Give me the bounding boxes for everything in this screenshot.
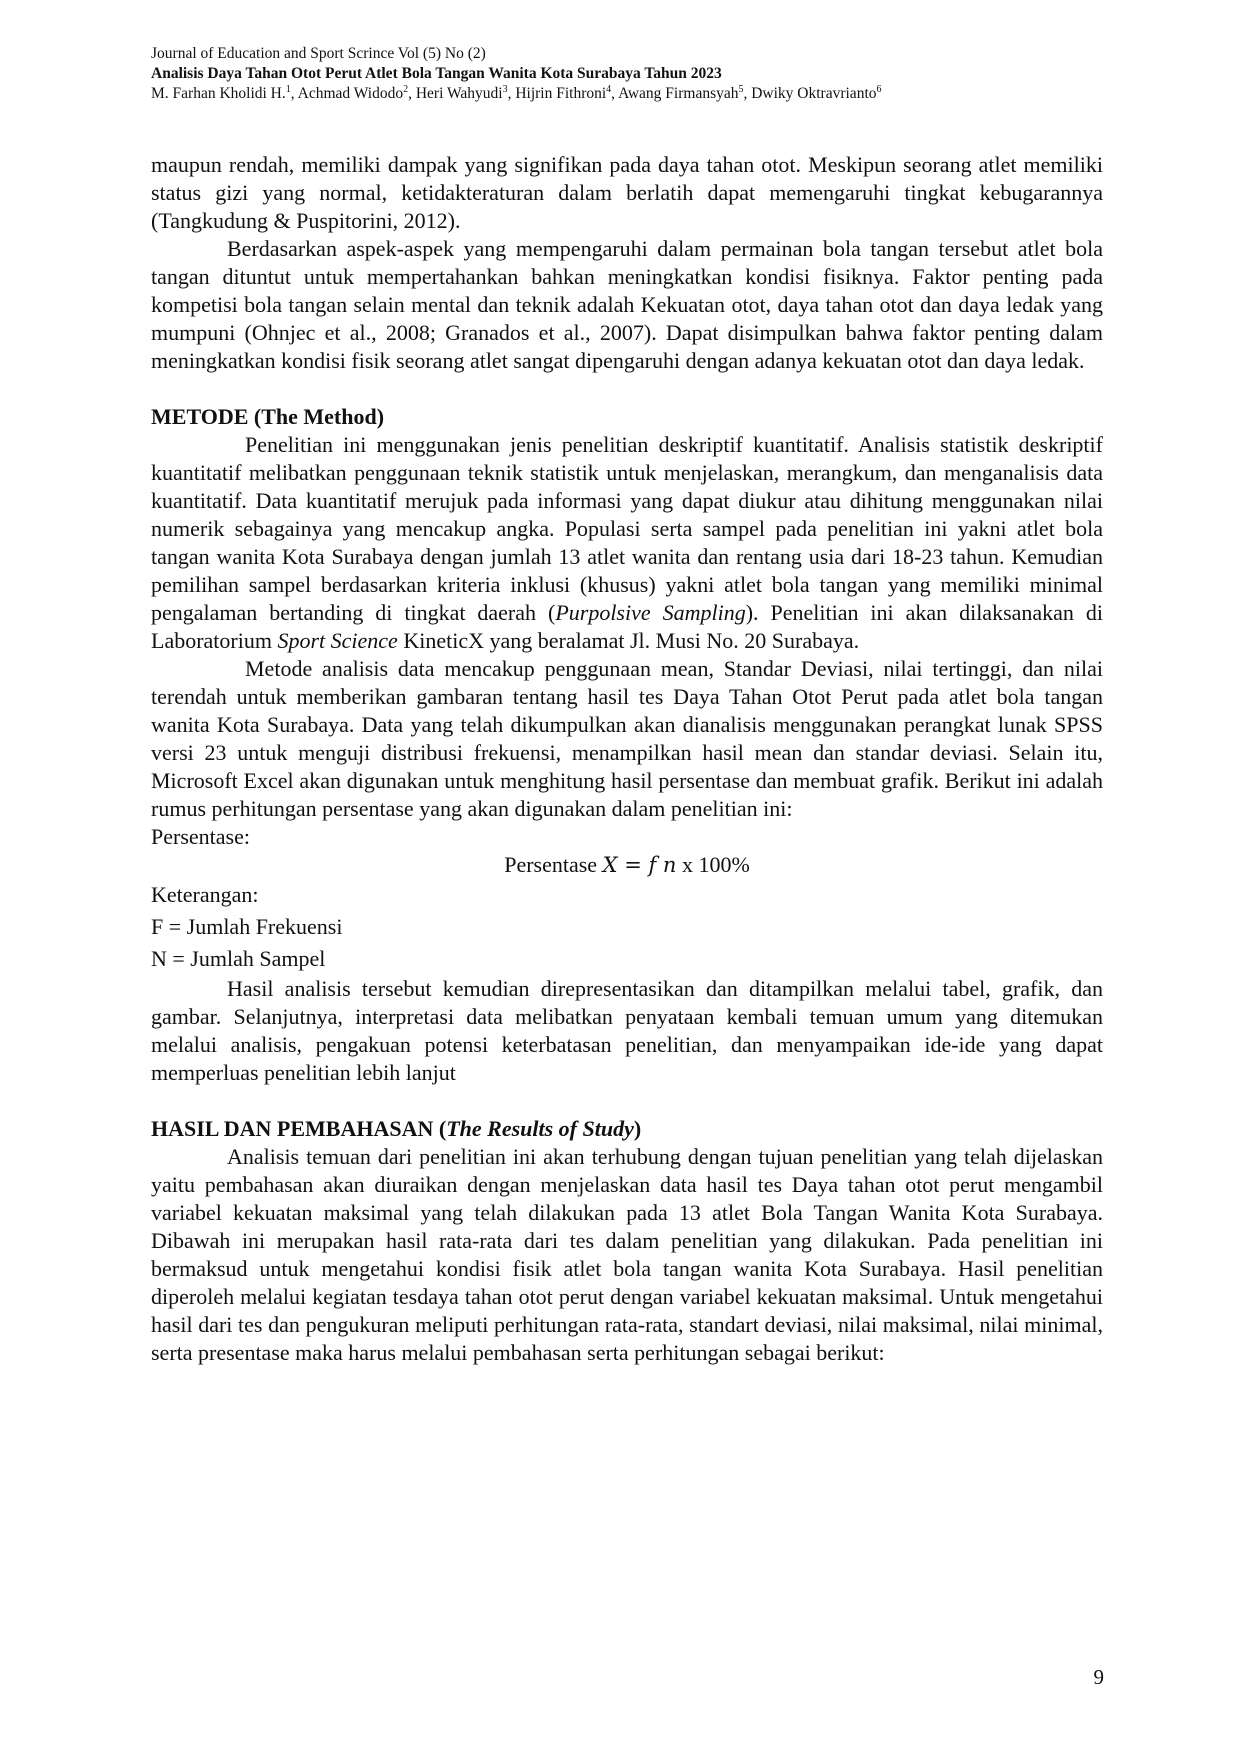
percentage-formula — [151, 851, 1103, 879]
author-affiliation: 3 — [502, 83, 508, 95]
section-heading-method: METODE (The Method) — [151, 404, 385, 429]
heading-text: HASIL DAN PEMBAHASAN ( — [151, 1116, 447, 1141]
author-affiliation: 1 — [285, 83, 291, 95]
heading-text: ) — [633, 1116, 642, 1141]
formula-math: X = f n — [602, 853, 677, 877]
author-list: M. Farhan Kholidi H.$^1$, Achmad Widodo$^2$, Heri Wahyudi$^3$, Hijrin Fithroni$^4$, Awang Firmansyah$^5$, Dwiky Oktravrianto$^6$ — [151, 83, 882, 102]
formula-label: Persentase: — [151, 824, 250, 849]
paragraph: maupun rendah, memiliki dampak yang signifikan pada daya tahan otot. Meskipun seorang atlet memiliki status gizi yang normal, ketidakteraturan dalam berlatih dapat memengaruhi tingkat kebugarannya (Tangkudung & Puspitorini, 2012). — [151, 152, 1103, 233]
text-run: ). Penelitian ini akan dilaksanakan di Laboratorium — [151, 600, 1103, 653]
author: Hijrin Fithroni — [515, 85, 607, 102]
text-run: KineticX yang beralamat Jl. Musi No. 20 Surabaya. — [397, 628, 860, 653]
author-affiliation: 6 — [876, 83, 882, 95]
journal-name: Journal of Education and Sport Scrince Vol (5) No (2) — [151, 45, 486, 62]
text-run-italic: Purpolsive Sampling — [555, 600, 746, 625]
author-affiliation: 5 — [738, 83, 744, 95]
text-run-italic: Sport Science — [277, 628, 398, 653]
legend-item: N = Jumlah Sampel — [151, 946, 326, 971]
heading-text-italic: The Results of Study — [446, 1116, 634, 1141]
paragraph: Hasil analisis tersebut kemudian direpresentasikan dan ditampilkan melalui tabel, grafik, dan gambar. Selanjutnya, interpretasi data melibatkan penyataan kembali temuan umum yang ditemukan melalui analisis, pengakuan potensi keterbatasan penelitian, dan menyampaikan ide-ide yang dapat memperluas penelitian lebih lanjut — [151, 976, 1103, 1085]
article-title: Analisis Daya Tahan Otot Perut Atlet Bola Tangan Wanita Kota Surabaya Tahun 2023 — [151, 65, 722, 82]
author-affiliation: 4 — [606, 83, 612, 95]
paragraph: Berdasarkan aspek-aspek yang mempengaruhi dalam permainan bola tangan tersebut atlet bola tangan dituntut untuk mempertahankan bahkan meningkatkan kondisi fisiknya. Faktor penting pada kompetisi bola tangan selain mental dan teknik adalah Kekuatan otot, daya tahan otot dan daya ledak yang mumpuni (Ohnjec et al., 2008; Granados et al., 2007). Dapat disimpulkan bahwa faktor penting dalam meningkatkan kondisi fisik seorang atlet sangat dipengaruhi dengan adanya kekuatan otot dan daya ledak. — [151, 236, 1103, 373]
author: Awang Firmansyah — [618, 85, 739, 102]
running-header — [151, 44, 1111, 104]
formula-suffix: x 100% — [676, 852, 750, 877]
author: Dwiky Oktravrianto — [751, 85, 877, 102]
formula-prefix: Persentase — [504, 852, 603, 877]
section-heading-results — [151, 1115, 1103, 1143]
text-run: Penelitian ini menggunakan jenis penelitian deskriptif kuantitatif. Analisis statistik deskriptif kuantitatif melibatkan penggunaan teknik statistik untuk menjelaskan, merangkum, dan menganalisis data kuantitatif. Data kuantitatif merujuk pada informasi yang dapat diukur atau dihitung menggunakan nilai numerik sebagainya yang mencakup angka. Populasi serta sampel pada penelitian ini yakni atlet bola tangan wanita Kota Surabaya dengan jumlah 13 atlet wanita dan rentang usia dari 18-23 tahun. Kemudian pemilihan sampel berdasarkan kriteria inklusi (khusus) yakni atlet bola tangan yang memiliki minimal pengalaman bertanding di tingkat daerah ( — [151, 432, 1103, 625]
paragraph — [151, 431, 1103, 655]
body-text — [151, 151, 1103, 1367]
author: Achmad Widodo — [297, 85, 404, 102]
paragraph: Metode analisis data mencakup penggunaan mean, Standar Deviasi, nilai tertinggi, dan nilai terendah untuk memberikan gambaran tentang hasil tes Daya Tahan Otot Perut pada atlet bola tangan wanita Kota Surabaya. Data yang telah dikumpulkan akan dianalisis menggunakan perangkat lunak SPSS versi 23 untuk menguji distribusi frekuensi, menampilkan hasil mean dan standar deviasi. Selain itu, Microsoft Excel akan digunakan untuk menghitung hasil persentase dan membuat grafik. Berikut ini adalah rumus perhitungan persentase yang akan digunakan dalam penelitian ini: — [151, 656, 1103, 821]
legend-label: Keterangan: — [151, 882, 259, 907]
paragraph: Analisis temuan dari penelitian ini akan terhubung dengan tujuan penelitian yang telah dijelaskan yaitu pembahasan akan diuraikan dengan menjelaskan data hasil tes Daya tahan otot perut mengambil variabel kekuatan maksimal yang telah dilakukan pada 13 atlet Bola Tangan Wanita Kota Surabaya. Dibawah ini merupakan hasil rata-rata dari tes dalam penelitian yang dilakukan. Pada penelitian ini bermaksud untuk mengetahui kondisi fisik atlet bola tangan wanita Kota Surabaya. Hasil penelitian diperoleh melalui kegiatan tesdaya tahan otot perut dengan variabel kekuatan maksimal. Untuk mengetahui hasil dari tes dan pengukuran meliputi perhitungan rata-rata, standart deviasi, nilai maksimal, nilai minimal, serta presentase maka harus melalui pembahasan serta perhitungan sebagai berikut: — [151, 1144, 1103, 1365]
author: M. Farhan Kholidi H. — [151, 85, 286, 102]
author: Heri Wahyudi — [415, 85, 503, 102]
page-number: 9 — [1093, 1665, 1104, 1689]
legend-item: F = Jumlah Frekuensi — [151, 914, 343, 939]
author-affiliation: 2 — [403, 83, 409, 95]
